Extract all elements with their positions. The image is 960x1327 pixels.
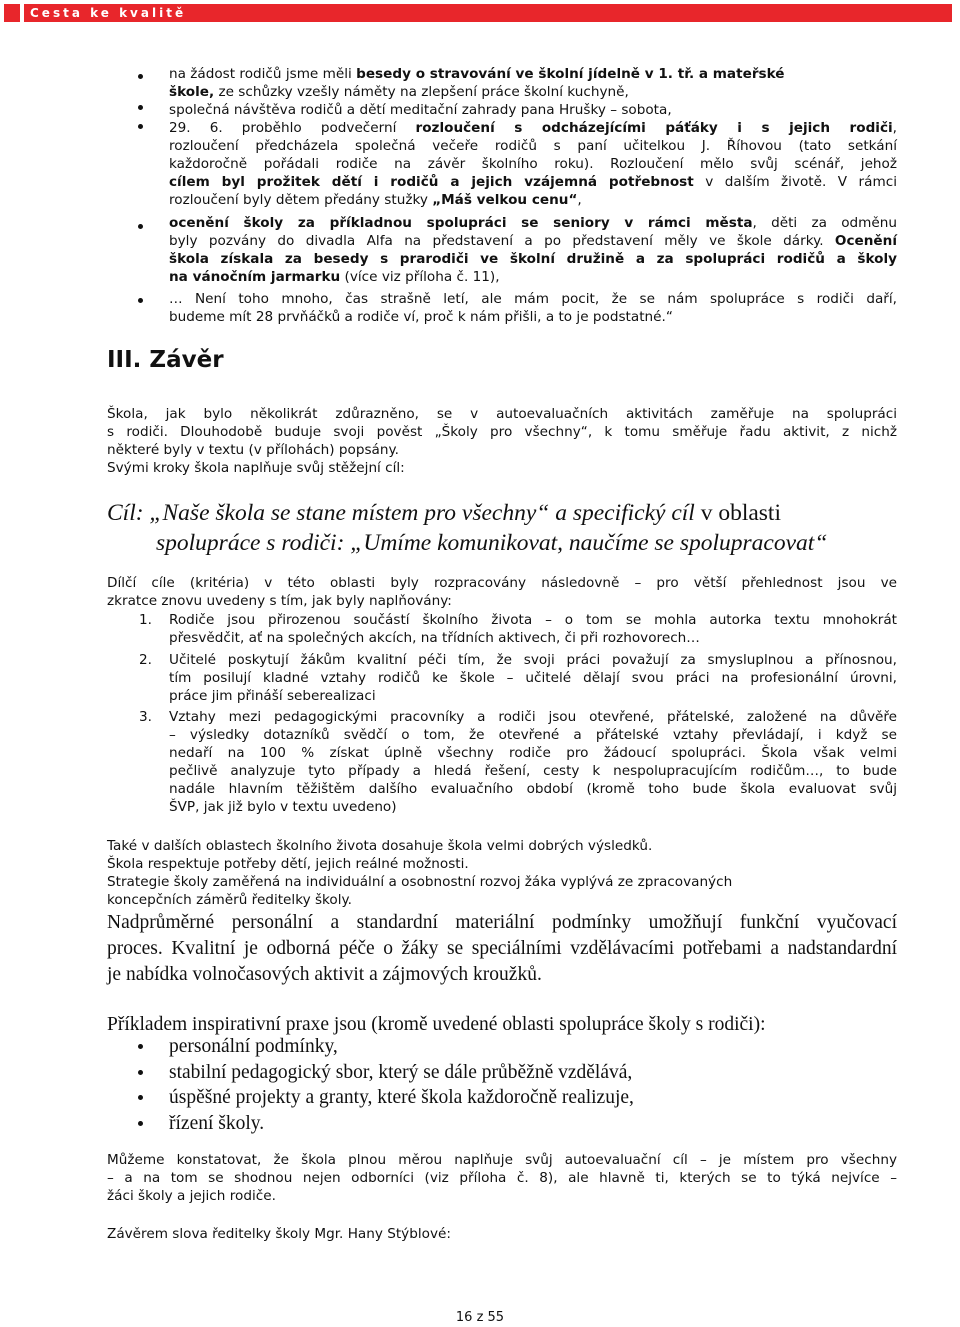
intro-paragraph: Škola, jak bylo několikrát zdůrazněno, se v autoevaluačních aktivitách zaměřuje na spolupráci s rodiči. Dlouhodobě buduje svoji pověst „Školy pro všechny“, k tomu směřuje řadu aktivit, z nichž některé byly v textu (v přílohách) popsány. Svými kroky škola naplňuje svůj stěžejní cíl: bbox=[107, 406, 897, 476]
list-item: úspěšné projekty a granty, které škola každoročně realizuje, bbox=[169, 1087, 634, 1108]
bullet-dot bbox=[138, 1095, 143, 1100]
list-item: 29. 6. proběhlo podvečerní rozloučení s odcházejícími páťáky i s jejich rodiči, rozloučení předcházela společná večeře rodičů s paní učitelkou J. Říhovou (tato setkání každoročně pořádali rodiče na závěr školního roku). Rozloučení mělo svůj scénář, jehož cílem byl prožitek dětí i rodičů a jejich vzájemná potřebnost v dalším životě. V rámci rozloučení byly dětem předány stužky „Máš velkou cenu“, bbox=[169, 120, 897, 208]
bullet-dot bbox=[138, 124, 143, 129]
goal-statement: Cíl: „Naše škola se stane místem pro všechny“ a specifický cíl v oblasti spolupráce s rodiči: „Umíme komunikovat, naučíme se spolupracovat“ bbox=[107, 500, 828, 556]
bullet-dot bbox=[138, 224, 143, 229]
results-paragraph: Také v dalších oblastech školního života dosahuje škola velmi dobrých výsledků. Škola respektuje potřeby dětí, jejich reálné možnosti. Strategie školy zaměřená na individuální a osobnostní rozvoj žáka vyplývá ze zpracovaných koncepčních záměrů ředitelky školy. bbox=[107, 838, 733, 908]
list-number: 2. bbox=[139, 652, 152, 668]
list-number: 1. bbox=[139, 612, 152, 628]
list-item: Vztahy mezi pedagogickými pracovníky a rodiči jsou otevřené, přátelské, založené na důvěře – výsledky dotazníků svědčí o tom, že otevřené a přátelské vztahy převládají, i když se nedaří na 100 % získat úplně všechny rodiče pro žádoucí spolupráci. Škola však velmi pečlivě analyzuje tyto případy a hledá řešení, cesty k nespolupracujícím rodičům…, to bude nadále hlavním těžištěm dalšího evaluačního období (kromě toho bude škola evaluovat svůj ŠVP, jak již bylo v textu uvedeno) bbox=[169, 709, 897, 815]
criteria-intro: Dílčí cíle (kritéria) v této oblasti byly rozpracovány následovně – pro větší přehlednost jsou ve zkratce znovu uvedeny s tím, jak byly naplňovány: bbox=[107, 575, 897, 609]
list-item: na žádost rodičů jsme měli besedy o stravování ve školní jídelně v 1. tř. a mateřské bbox=[169, 66, 785, 82]
list-item: škole, ze schůzky vzešly náměty na zlepšení práce školní kuchyně, bbox=[169, 84, 629, 100]
examples-intro: Příkladem inspirativní praxe jsou (kromě uvedené oblasti spolupráce školy s rodiči): bbox=[107, 1014, 766, 1035]
bullet-dot bbox=[138, 1044, 143, 1049]
conditions-paragraph: Nadprůměrné personální a standardní materiální podmínky umožňují funkční vyučovací proces. Kvalitní je odborná péče o žáky se speciálními vzdělávacími potřebami a nadstandardní je nabídka volnočasových aktivit a zájmových kroužků. bbox=[107, 912, 897, 985]
bullet-dot bbox=[138, 74, 143, 79]
header-bar bbox=[4, 4, 952, 22]
list-item: Učitelé poskytují žákům kvalitní péči tím, že svoji práci považují za smysluplnou a přínosnou, tím posilují kladné vztahy rodičů ke škole – učitelé dělají svou práci na profesionální úrovni, práce jim přináší seberealizaci bbox=[169, 652, 897, 704]
section-heading: III. Závěr bbox=[107, 347, 224, 373]
page-number: 16 z 55 bbox=[455, 1310, 505, 1325]
list-item: … Není toho mnoho, čas strašně letí, ale mám pocit, že se nám spolupráce s rodiči daří, budeme mít 28 prvňáčků a rodiče ví, proč k nám přišli, a to je podstatné.“ bbox=[169, 291, 897, 325]
header-logo-square bbox=[4, 4, 20, 22]
list-item: společná návštěva rodičů a dětí meditační zahrady pana Hrušky – sobota, bbox=[169, 102, 672, 118]
list-item: stabilní pedagogický sbor, který se dále průběžně vzdělává, bbox=[169, 1061, 633, 1083]
list-number: 3. bbox=[139, 709, 152, 725]
conclusion-paragraph: Můžeme konstatovat, že škola plnou měrou naplňuje svůj autoevaluační cíl – je místem pro všechny – a na tom se shodnou nejen odborníci (viz příloha č. 8), ale hlavně ti, kterých se to týká nejvíce – žáci školy a jejich rodiče. bbox=[107, 1152, 897, 1204]
list-item: Rodiče jsou přirozenou součástí školního života – o tom se mohla autorka textu mnohokrát přesvědčit, ať na společných akcích, na třídních aktivech, či při rozhovorech… bbox=[169, 612, 897, 646]
header-title: Cesta ke kvalitě bbox=[24, 4, 952, 22]
list-item: ocenění školy za příkladnou spolupráci se seniory v rámci města, děti za odměnu byly pozvány do divadla Alfa na představení a po představení měly ve škole dárky. Ocenění škola získala za besedy s prarodiči ve školní družině a za spolupráci rodičů a školy na vánočním jarmarku (více viz příloha č. 11), bbox=[169, 215, 897, 285]
bullet-dot bbox=[138, 298, 143, 303]
bullet-dot bbox=[138, 1070, 143, 1075]
bullet-dot bbox=[138, 1121, 143, 1126]
closing-line: Závěrem slova ředitelky školy Mgr. Hany Stýblové: bbox=[107, 1226, 451, 1242]
bullet-dot bbox=[138, 105, 143, 110]
list-item: personální podmínky, bbox=[169, 1036, 338, 1057]
list-item: řízení školy. bbox=[169, 1112, 265, 1134]
